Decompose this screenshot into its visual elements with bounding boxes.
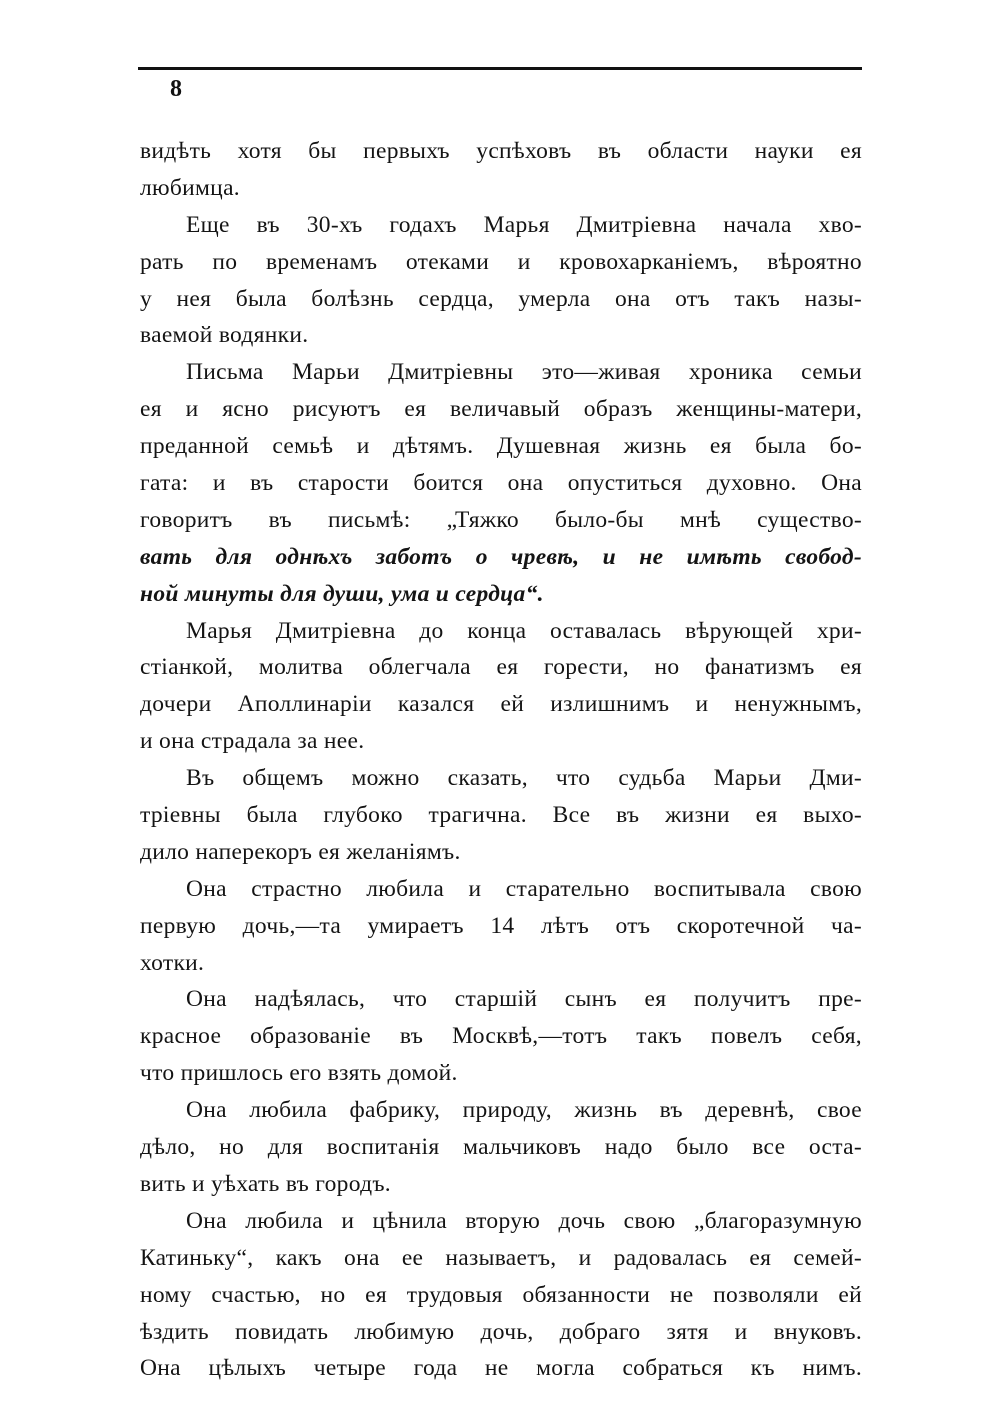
text-line: дѣло, но для воспитанія мальчиковъ надо было все оста- <box>140 1134 862 1161</box>
text-line: Письма Марьи Дмитріевны это—живая хроника семьи <box>186 359 862 386</box>
text-line: любимца. <box>140 174 240 201</box>
text-line: рать по временамъ отеками и кровохарканіемъ, вѣроятно <box>140 248 862 275</box>
text-line: у нея была болѣзнь сердца, умерла она отъ такъ назы- <box>140 285 862 312</box>
text-line: Она страстно любила и старательно воспитывала свою <box>186 875 862 902</box>
text-line: Марья Дмитріевна до конца оставалась вѣрующей хри- <box>186 617 862 644</box>
quote-line: вать для однѣхъ заботъ о чревѣ, и не имѣть свобод- <box>140 543 862 570</box>
text-line: ваемой водянки. <box>140 322 309 349</box>
text-line: гата: и въ старости боится она опуститься духовно. Она <box>140 470 862 497</box>
text-line: красное образованіе въ Москвѣ,—тотъ такъ повелъ себя, <box>140 1023 862 1050</box>
text-line: Катиньку“, какъ она ее называетъ, и радовалась ея семей- <box>140 1244 862 1271</box>
text-line: первую дочь,—та умираетъ 14 лѣтъ отъ скоротечной ча- <box>140 912 862 939</box>
text-line: ѣздить повидать любимую дочь, добраго зятя и внуковъ. <box>140 1318 862 1345</box>
page-number: 8 <box>170 76 182 102</box>
text-line: вить и уѣхать въ городъ. <box>140 1170 391 1197</box>
text-line: говоритъ въ письмѣ: „Тяжко было-бы мнѣ существо- <box>140 506 862 533</box>
text-line: дило наперекоръ ея желаніямъ. <box>140 838 461 865</box>
text-line: ея и ясно рисуютъ ея величавый образъ женщины-матери, <box>140 396 862 423</box>
text-line: хотки. <box>140 949 205 976</box>
text-line: Въ общемъ можно сказать, что судьба Марьи Дми- <box>186 765 862 792</box>
text-line: стіанкой, молитва облегчала ея горести, но фанатизмъ ея <box>140 654 862 681</box>
text-line: ному счастью, но ея трудовыя обязанности не позволяли ей <box>140 1281 862 1308</box>
text-line: и она страдала за нее. <box>140 728 365 755</box>
text-line: Еще въ 30-хъ годахъ Марья Дмитріевна начала хво- <box>186 211 862 238</box>
text-line: Она любила фабрику, природу, жизнь въ деревнѣ, свое <box>186 1097 862 1124</box>
text-line: тріевны была глубоко трагична. Все въ жизни ея выхо- <box>140 802 862 829</box>
text-line: Она цѣлыхъ четыре года не могла собраться къ нимъ. <box>140 1355 862 1382</box>
text-line: преданной семьѣ и дѣтямъ. Душевная жизнь ея была бо- <box>140 433 862 460</box>
text-line: Она любила и цѣнила вторую дочь свою „благоразумную <box>186 1207 862 1234</box>
text-line: видѣть хотя бы первыхъ успѣховъ въ области науки ея <box>140 138 862 164</box>
text-line: Она надѣялась, что старшій сынъ ея получитъ пре- <box>186 986 862 1013</box>
text-line: дочери Аполлинаріи казался ей излишнимъ и ненужнымъ, <box>140 691 862 718</box>
body-text <box>140 133 862 1387</box>
text-line: что пришлось его взять домой. <box>140 1060 458 1087</box>
quote-line: ной минуты для души, ума и сердца“. <box>140 580 544 607</box>
header-rule <box>138 67 862 70</box>
